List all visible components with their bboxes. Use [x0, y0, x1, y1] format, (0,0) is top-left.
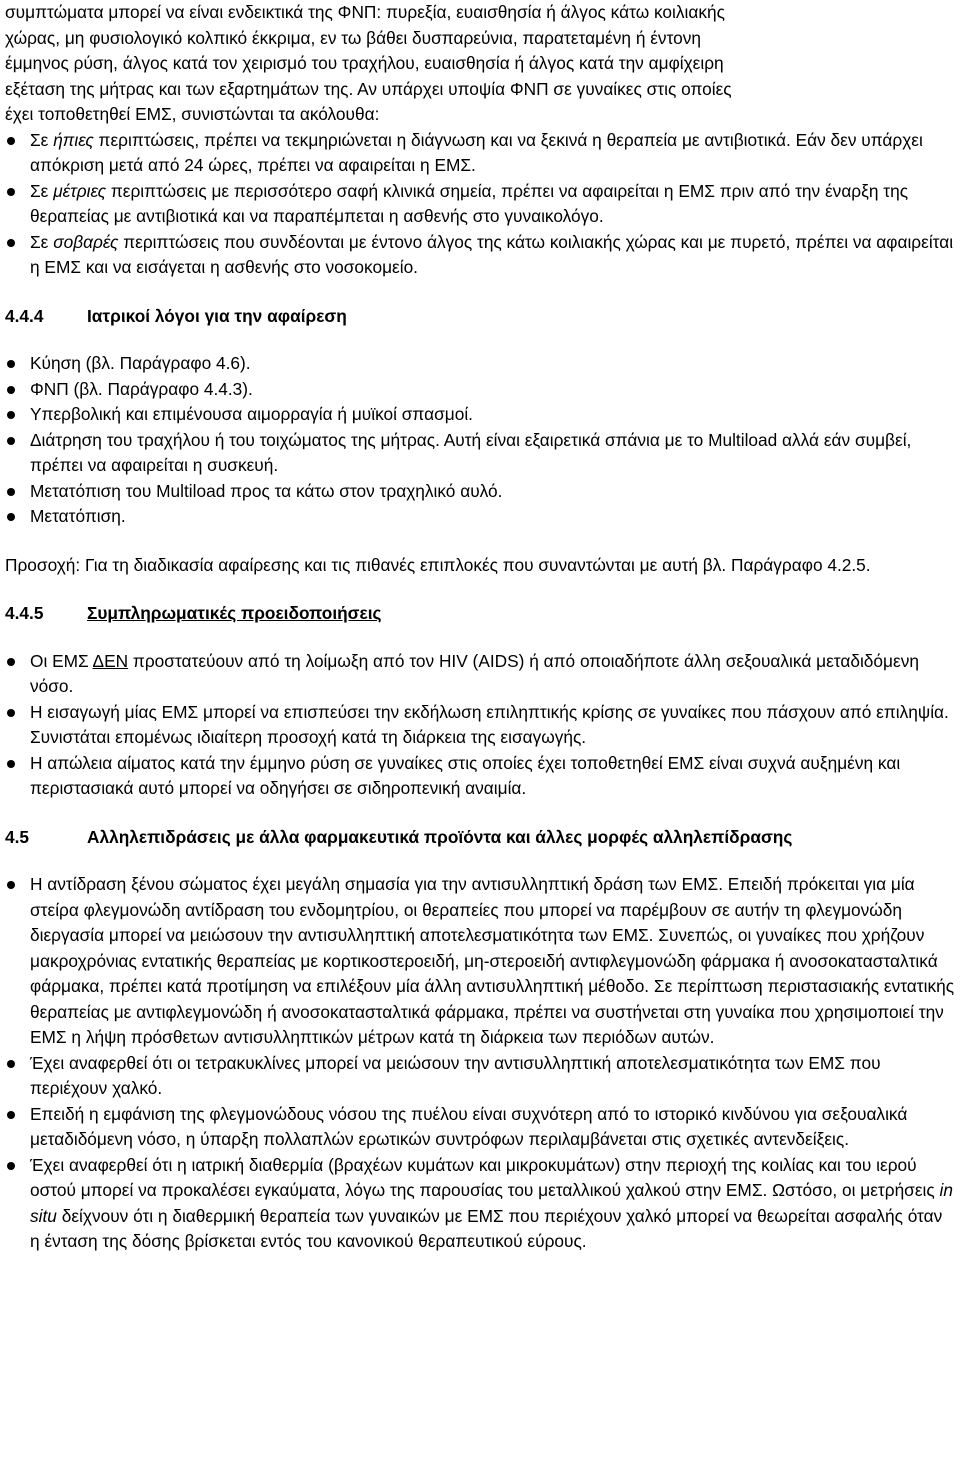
section-title: Συμπληρωματικές προειδοποιήσεις — [87, 603, 382, 623]
emphasis: ΔΕΝ — [92, 650, 129, 671]
list-item: Διάτρηση του τραχήλου ή του τοιχώματος της μήτρας. Αυτή είναι εξαιρετικά σπάνια με το Multiload αλλά εάν συμβεί, πρέπει να αφαιρείται η συσκευή. — [5, 428, 955, 479]
list-item: Έχει αναφερθεί ότι οι τετρακυκλίνες μπορεί να μειώσουν την αντισυλληπτική αποτελεσματικότητα των ΕΜΣ που περιέχουν χαλκό. — [5, 1051, 955, 1102]
list-item: Σε μέτριες περιπτώσεις με περισσότερο σαφή κλινικά σημεία, πρέπει να αφαιρείται η ΕΜΣ πριν από την έναρξη της θεραπείας με αντιβιοτικά και να παραπέμπεται η ασθενής στο γυναικολόγο. — [5, 179, 955, 230]
section-number: 4.5 — [5, 826, 30, 847]
list-item: Έχει αναφερθεί ότι η ιατρική διαθερμία (βραχέων κυμάτων και μικροκυμάτων) στην περιοχή της κοιλίας και του ιερού οστού μπορεί να προκαλέσει εγκαύματα, λόγω της παρουσίας του μεταλλικού χαλκού στην ΕΜΣ. Ωστόσο, οι μετρήσεις in situ δείχνουν ότι η διαθερμική θεραπεία των γυναικών με ΕΜΣ που περιέχουν χαλκό μπορεί να θεωρείται ασφαλής όταν η ένταση της δόσης βρίσκεται εντός του κανονικού θεραπευτικού εύρους. — [5, 1153, 955, 1255]
interactions-list — [5, 872, 955, 1255]
list-item: Επειδή η εμφάνιση της φλεγμονώδους νόσου της πυέλου είναι συχνότερη από το ιστορικό κινδύνου για σεξουαλικά μεταδιδόμενη νόσο, η ύπαρξη πολλαπλών ερωτικών συντρόφων περιλαμβάνεται στις σχετικές αντενδείξεις. — [5, 1102, 955, 1153]
list-item: Η αντίδραση ξένου σώματος έχει μεγάλη σημασία για την αντισυλληπτική δράση των ΕΜΣ. Επειδή πρόκειται για μία στείρα φλεγμονώδη αντίδραση του ενδομητρίου, οι θεραπείες που μπορεί να παρέμβουν σε αυτήν τη φλεγμονώδη διεργασία μπορεί να μειώσουν την αντισυλληπτική αποτελεσματικότητα των ΕΜΣ. Συνεπώς, οι γυναίκες που χρήζουν μακροχρόνιας εντατικής θεραπείας με κορτικοστεροειδή, μη-στεροειδή αντιφλεγμονώδη φάρμακα ή ανοσοκατασταλτικά φάρμακα, πρέπει κατά προτίμηση να επιλέξουν μία άλλη αντισυλληπτική μέθοδο. Σε περίπτωση περιστασιακής εντατικής θεραπείας με αντιφλεγμονώδη ή ανοσοκατασταλτικά φάρμακα, πρέπει να συστήνεται στη γυναίκα που χρησιμοποιεί την ΕΜΣ η λήψη πρόσθετων αντισυλληπτικών μέτρων κατά τη διάρκεια των περιόδων αυτών. — [5, 872, 955, 1051]
emphasis: μέτριες — [53, 180, 107, 201]
intro-line: εξέταση της μήτρας και των εξαρτημάτων της. Αν υπάρχει υποψία ΦΝΠ σε γυναίκες στις οποίες — [5, 78, 732, 99]
emphasis: ήπιες — [53, 129, 94, 150]
list-item: Μετατόπιση του Multiload προς τα κάτω στον τραχηλικό αυλό. — [5, 479, 955, 505]
document-page — [5, 0, 955, 1255]
list-item: Υπερβολική και επιμένουσα αιμορραγία ή μυϊκοί σπασμοί. — [5, 402, 955, 428]
warnings-list — [5, 649, 955, 802]
emphasis: in situ — [30, 1180, 953, 1226]
list-item: Οι ΕΜΣ ΔΕΝ προστατεύουν από τη λοίμωξη από τον HIV (AIDS) ή από οποιαδήποτε άλλη σεξουαλικά μεταδιδόμενη νόσο. — [5, 649, 955, 700]
intro-paragraph — [5, 0, 955, 128]
section-heading-444 — [5, 304, 955, 330]
list-item: Η εισαγωγή μίας ΕΜΣ μπορεί να επισπεύσει την εκδήλωση επιληπτικής κρίσης σε γυναίκες που πάσχουν από επιληψία. Συνιστάται επομένως ιδιαίτερη προσοχή κατά τη διάρκεια της εισαγωγής. — [5, 700, 955, 751]
intro-line: χώρας, μη φυσιολογικό κολπικό έκκριμα, εν τω βάθει δυσπαρεύνια, παρατεταμένη ή έντονη — [5, 27, 702, 48]
section-heading-45 — [5, 825, 955, 851]
list-item: Σε σοβαρές περιπτώσεις που συνδέονται με έντονο άλγος της κάτω κοιλιακής χώρας και με πυρετό, πρέπει να αφαιρείται η ΕΜΣ και να εισάγεται η ασθενής στο νοσοκομείο. — [5, 230, 955, 281]
caution-note: Προσοχή: Για τη διαδικασία αφαίρεσης και τις πιθανές επιπλοκές που συναντώνται με αυτή βλ. Παράγραφο 4.2.5. — [5, 554, 871, 575]
severity-list — [5, 128, 955, 281]
list-item: Σε ήπιες περιπτώσεις, πρέπει να τεκμηριώνεται η διάγνωση και να ξεκινά η θεραπεία με αντιβιοτικά. Εάν δεν υπάρχει απόκριση μετά από 24 ώρες, πρέπει να αφαιρείται η ΕΜΣ. — [5, 128, 955, 179]
emphasis: σοβαρές — [53, 231, 119, 252]
intro-line: έμμηνος ρύση, άλγος κατά τον χειρισμό του τραχήλου, ευαισθησία ή άλγος κατά την αμφίχειρη — [5, 53, 724, 73]
section-title: Ιατρικοί λόγοι για την αφαίρεση — [87, 305, 347, 326]
section-heading-445 — [5, 601, 955, 627]
intro-line: συμπτώματα μπορεί να είναι ενδεικτικά της ΦΝΠ: πυρεξία, ευαισθησία ή άλγος κάτω κοιλιακής — [5, 2, 725, 22]
list-item: Μετατόπιση. — [5, 504, 955, 530]
section-number: 4.4.5 — [5, 603, 44, 623]
list-item: Η απώλεια αίματος κατά την έμμηνο ρύση σε γυναίκες στις οποίες έχει τοποθετηθεί ΕΜΣ είναι συχνά αυξημένη και περιστασιακά αυτό μπορεί να οδηγήσει σε σιδηροπενική αναιμία. — [5, 751, 955, 802]
section-number: 4.4.4 — [5, 305, 44, 326]
intro-line: έχει τοποθετηθεί ΕΜΣ, συνιστώνται τα ακόλουθα: — [5, 104, 380, 124]
list-item: Κύηση (βλ. Παράγραφο 4.6). — [5, 351, 955, 377]
removal-reasons-list — [5, 351, 955, 530]
list-item: ΦΝΠ (βλ. Παράγραφο 4.4.3). — [5, 377, 955, 403]
section-title: Αλληλεπιδράσεις με άλλα φαρμακευτικά προϊόντα και άλλες μορφές αλληλεπίδρασης — [87, 826, 793, 847]
